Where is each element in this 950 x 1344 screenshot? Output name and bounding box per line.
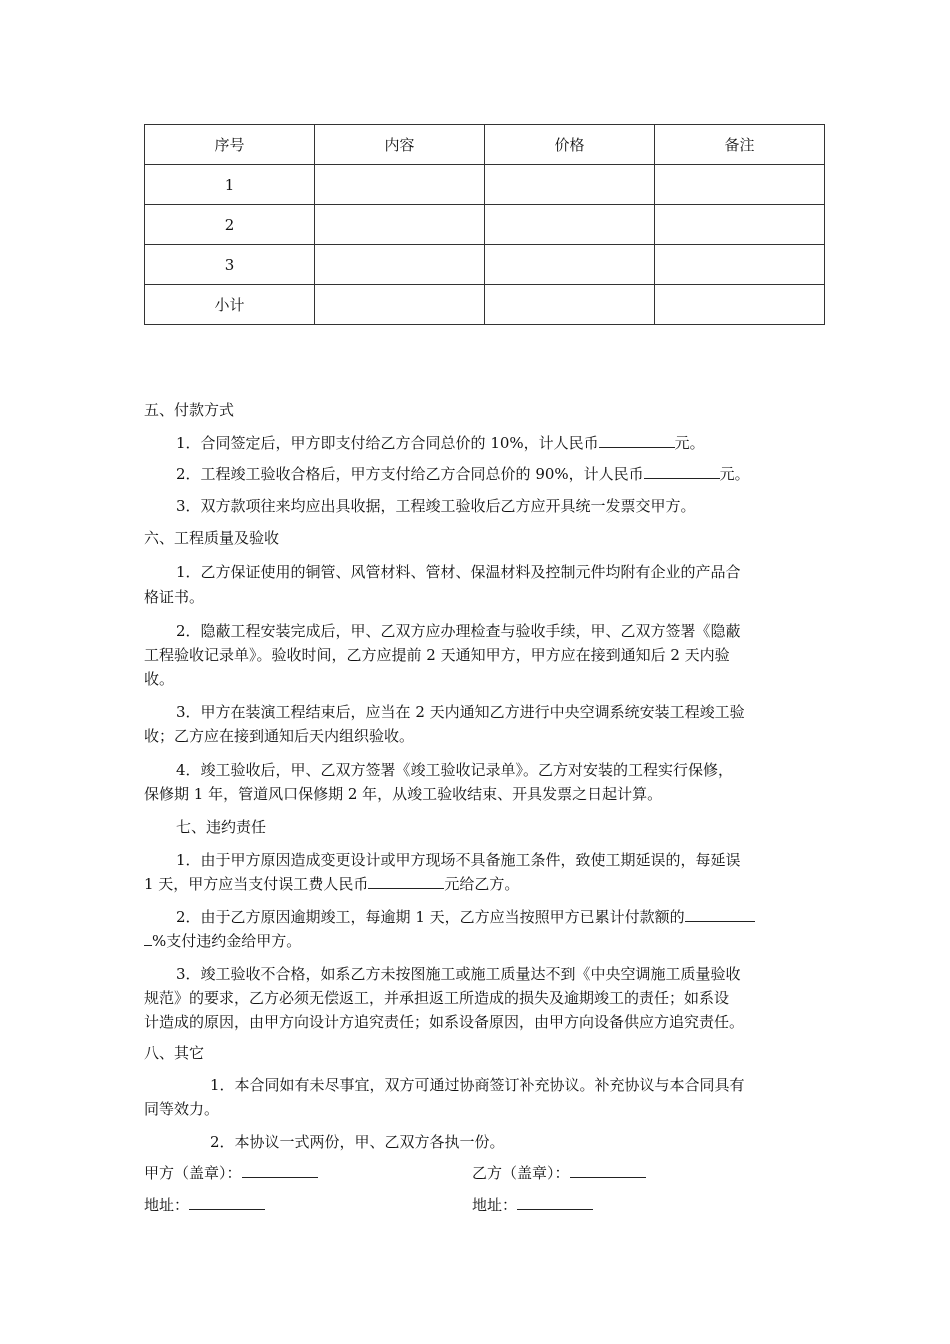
table-cell [655,165,825,205]
party-b-address [472,1194,593,1216]
paragraph-line [144,930,301,952]
paragraph-line: 收；乙方应在接到通知后天内组织验收。 [144,727,415,745]
table-row [145,165,825,205]
table-cell: 3 [145,245,315,285]
text: 1．合同签定后，甲方即支付给乙方合同总价的 10%，计人民币 [176,434,599,452]
text: 乙方（盖章）： [472,1164,570,1182]
table-header-row [145,125,825,165]
fill-blank [685,907,755,922]
table-header-cell: 价格 [485,125,655,165]
party-a-seal [144,1162,318,1184]
table-row [145,245,825,285]
text: 元。 [719,465,750,483]
table-cell [315,165,485,205]
table-row [145,285,825,325]
text: 2．由于乙方原因逾期竣工，每逾期 1 天，乙方应当按照甲方已累计付款额的 [176,908,685,926]
table-row [145,205,825,245]
table-cell [485,285,655,325]
paragraph-line: 3．双方款项往来均应出具收据，工程竣工验收后乙方应开具统一发票交甲方。 [176,497,696,515]
paragraph-line: 1．由于甲方原因造成变更设计或甲方现场不具备施工条件，致使工期延误的，每延误 [176,851,741,869]
paragraph-line [144,873,519,895]
table-cell: 小计 [145,285,315,325]
section-heading: 五、付款方式 [144,401,235,419]
paragraph-line: 同等效力。 [144,1100,220,1118]
text: 地址： [472,1196,518,1214]
table-cell [655,285,825,325]
table-cell [315,285,485,325]
section-heading: 七、违约责任 [176,818,267,836]
paragraph-line: 收。 [144,670,175,688]
paragraph-line: 2．本协议一式两份，甲、乙双方各执一份。 [210,1133,505,1151]
table-cell [655,205,825,245]
fill-blank [570,1163,646,1178]
text: %支付违约金给甲方。 [152,932,302,950]
paragraph-line: 格证书。 [144,588,205,606]
text: 地址： [144,1196,190,1214]
paragraph-line: 工程验收记录单》。验收时间，乙方应提前 2 天通知甲方，甲方应在接到通知后 2 天内验 [144,646,730,664]
party-a-address [144,1194,265,1216]
table-header-cell: 序号 [145,125,315,165]
paragraph-line [176,432,705,454]
text: 元给乙方。 [444,875,520,893]
table-cell [485,205,655,245]
paragraph-line: 2．隐蔽工程安装完成后，甲、乙双方应办理检查与验收手续，甲、乙双方签署《隐蔽 [176,622,741,640]
table-cell [655,245,825,285]
text: 2．工程竣工验收合格后，甲方支付给乙方合同总价的 90%，计人民币 [176,465,644,483]
fill-blank [644,464,720,479]
paragraph-line: 1．本合同如有未尽事宜，双方可通过协商签订补充协议。补充协议与本合同具有 [210,1076,745,1094]
paragraph-line: 4．竣工验收后，甲、乙双方签署《竣工验收记录单》。乙方对安装的工程实行保修， [176,761,734,779]
table-cell [485,245,655,285]
paragraph-line: 3．竣工验收不合格，如系乙方未按图施工或施工质量达不到《中央空调施工质量验收 [176,965,741,983]
fill-blank [517,1195,593,1210]
paragraph-line [176,463,750,485]
text: 1 天，甲方应当支付误工费人民币 [144,875,369,893]
paragraph-line: 计造成的原因，由甲方向设计方追究责任；如系设备原因，由甲方向设备供应方追究责任。 [144,1013,745,1031]
paragraph-line: 3．甲方在装演工程结束后，应当在 2 天内通知乙方进行中央空调系统安装工程竣工验 [176,703,745,721]
fill-blank [368,874,444,889]
fill-blank [189,1195,265,1210]
price-table [144,124,825,325]
table-cell [315,205,485,245]
paragraph-line: 保修期 1 年，管道风口保修期 2 年，从竣工验收结束、开具发票之日起计算。 [144,785,663,803]
paragraph-line [176,906,755,928]
table-header-cell: 内容 [315,125,485,165]
fill-blank [144,931,152,946]
party-b-seal [472,1162,646,1184]
section-heading: 六、工程质量及验收 [144,529,280,547]
table-cell [315,245,485,285]
table-cell: 2 [145,205,315,245]
fill-blank [599,433,675,448]
table-header-cell: 备注 [655,125,825,165]
text: 甲方（盖章）： [144,1164,242,1182]
table-cell: 1 [145,165,315,205]
section-heading: 八、其它 [144,1044,205,1062]
paragraph-line: 规范》的要求，乙方必须无偿返工，并承担返工所造成的损失及逾期竣工的责任；如系设 [144,989,730,1007]
paragraph-line: 1．乙方保证使用的铜管、风管材料、管材、保温材料及控制元件均附有企业的产品合 [176,563,741,581]
fill-blank [242,1163,318,1178]
table-cell [485,165,655,205]
text: 元。 [674,434,705,452]
